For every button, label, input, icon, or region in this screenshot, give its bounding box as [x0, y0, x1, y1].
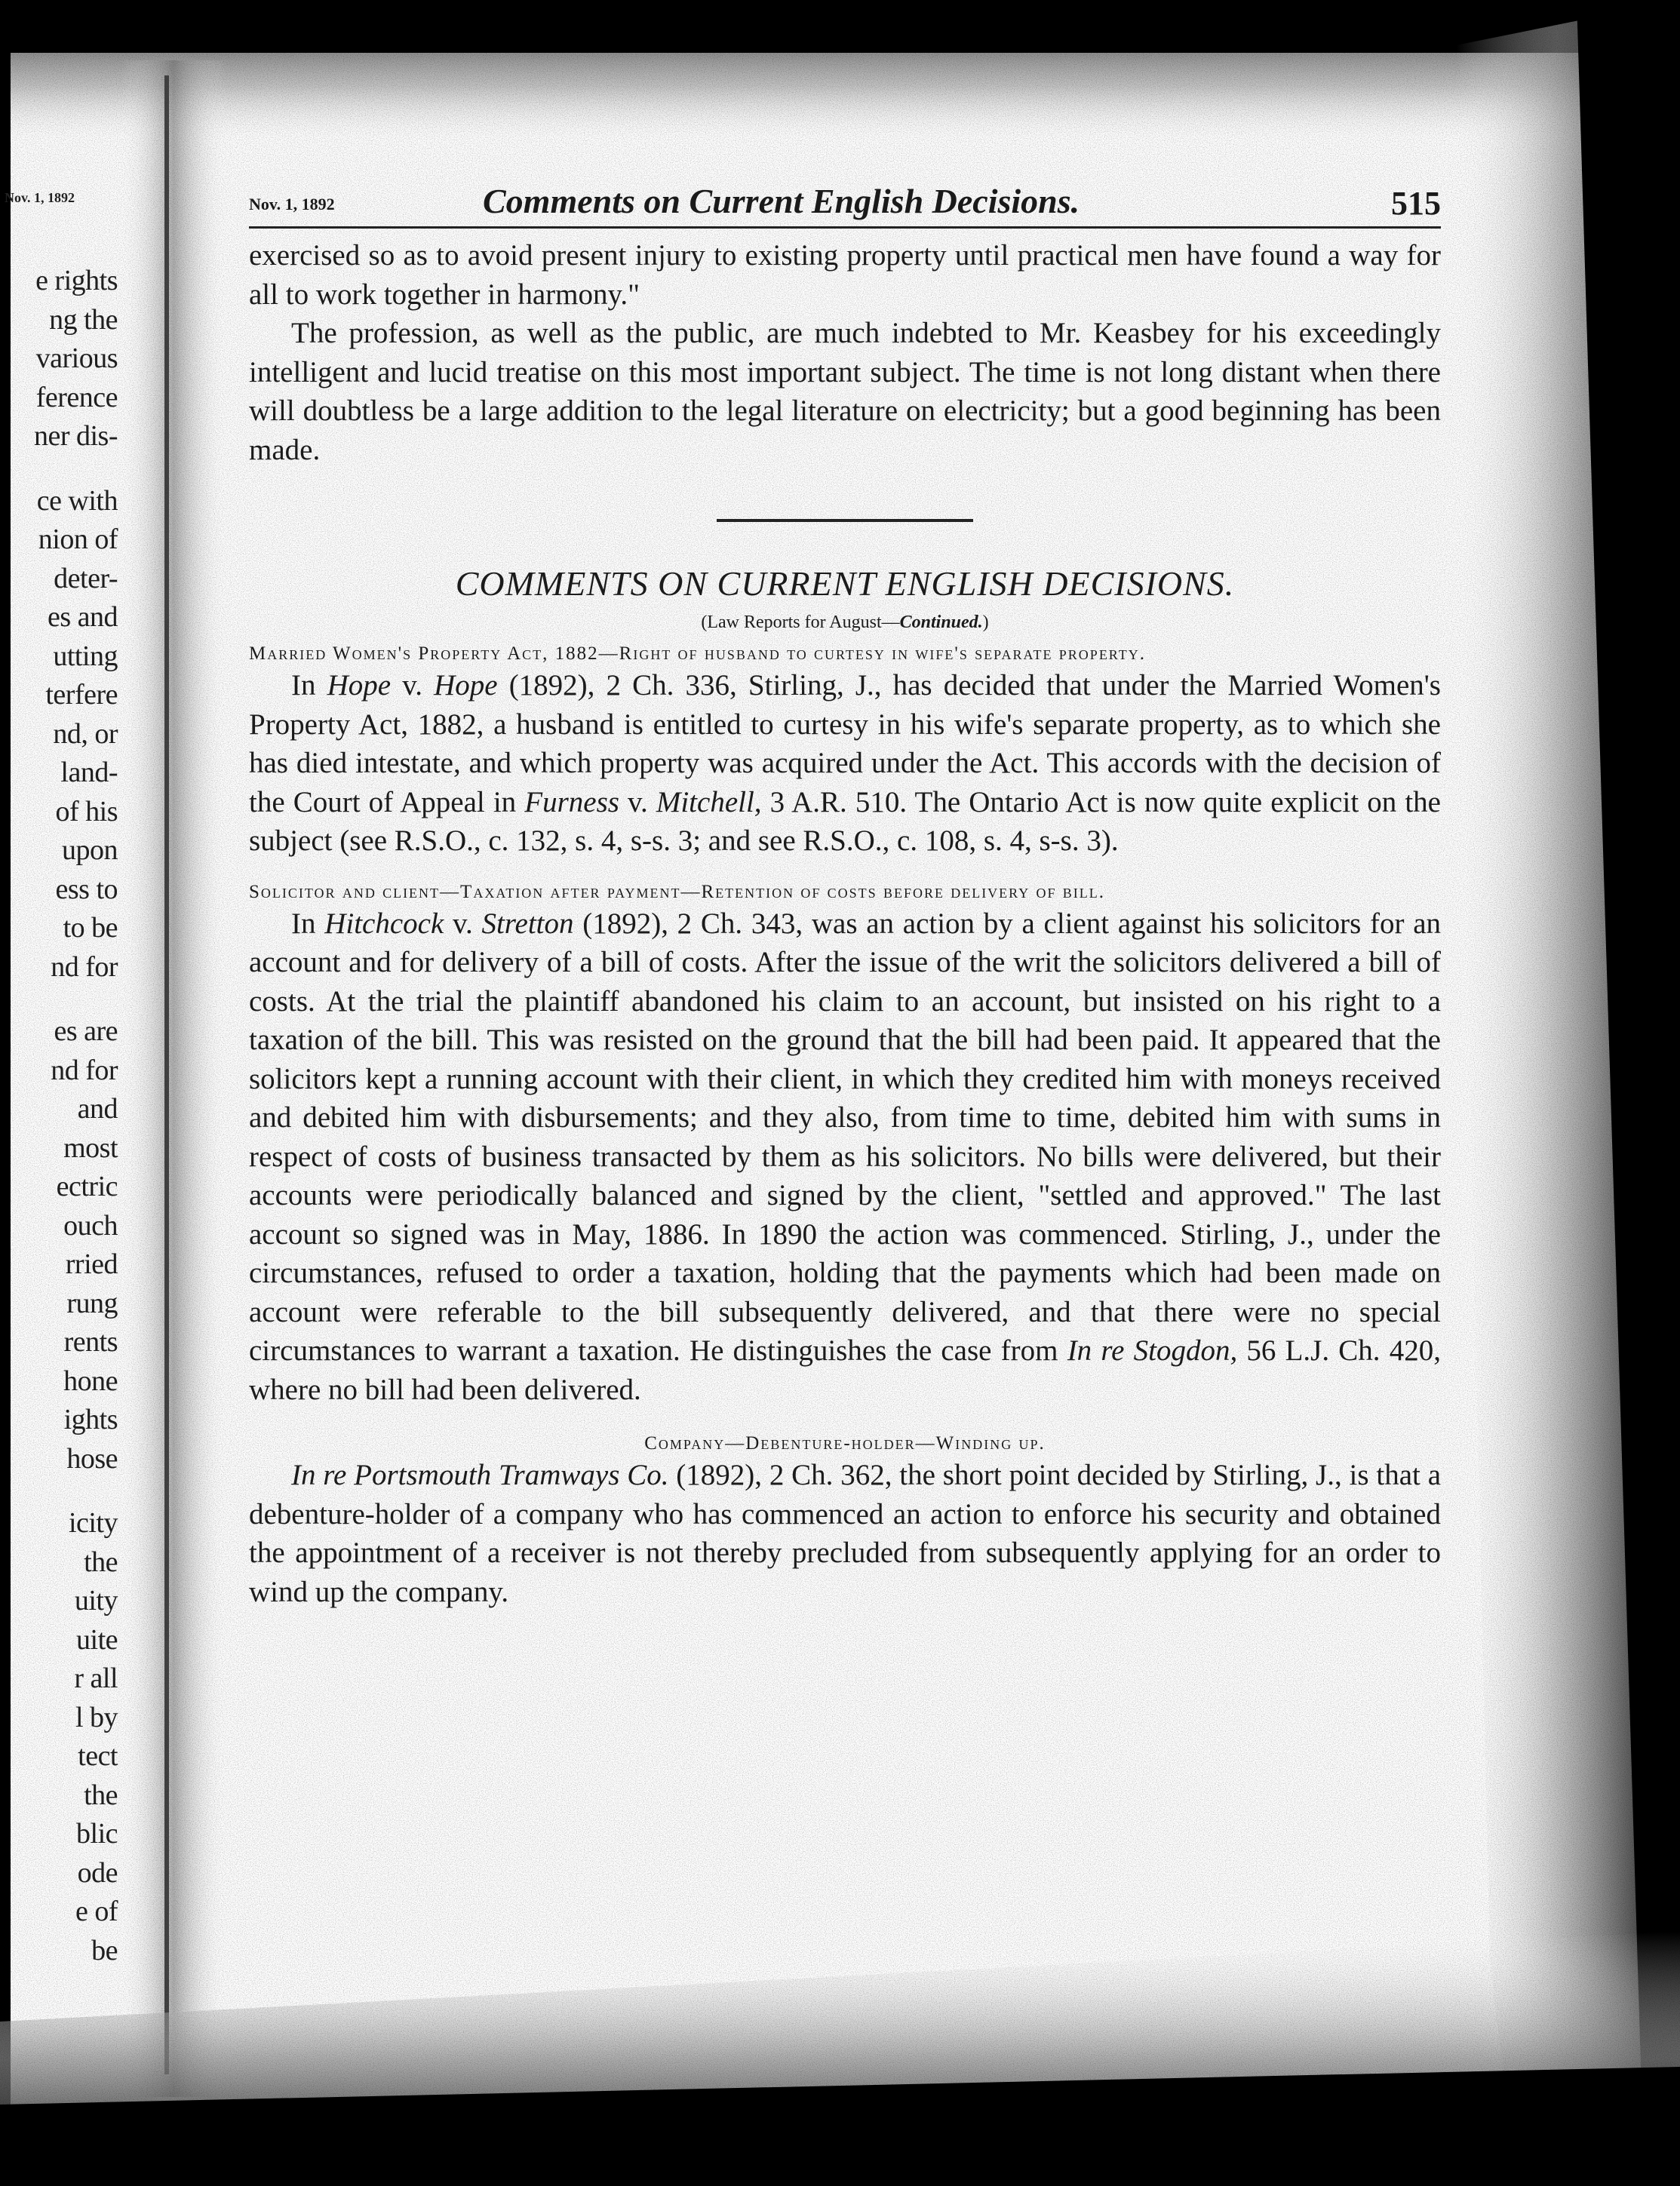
facing-page-fragment: e of	[75, 1896, 118, 1927]
facing-page-fragment: nion of	[38, 523, 118, 555]
facing-page-fragment: of his	[55, 795, 118, 827]
case-paragraph: In Hope v. Hope (1892), 2 Ch. 336, Stirling, J., has decided that under the Married Women's Property Act, 1882, a husband is entitled to curtesy in his wife's separate property, as to which she has died intestate, and which property was acquired under the Act. This accords with the decision of the Court of Appeal in Furness v. Mitchell, 3 A.R. 510. The Ontario Act is now quite explicit on the subject (see R.S.O., c. 132, s. 4, s-s. 3; and see R.S.O., c. 108, s. 4, s-s. 3).	[249, 669, 1441, 857]
header-date: Nov. 1, 1892	[249, 195, 335, 213]
facing-page-fragment: es are	[54, 1015, 118, 1047]
facing-page-fragment: to be	[63, 912, 118, 944]
facing-page-fragment: nd, or	[53, 717, 118, 750]
facing-page-fragment: r all	[74, 1663, 118, 1694]
facing-page-fragment: deter-	[54, 562, 118, 594]
facing-page-fragment: nd for	[51, 950, 118, 983]
page	[249, 173, 1441, 1611]
facing-page-fragment: ectric	[56, 1171, 118, 1202]
facing-page-strip	[0, 181, 128, 1966]
facing-page-fragment: utting	[53, 640, 118, 672]
section-subtitle: (Law Reports for August—Continued.)	[701, 612, 989, 632]
intro-paragraph-2: The profession, as well as the public, are much indebted to Mr. Keasbey for his exceedingly intelligent and lucid treatise on this most important subject. The time is not long distant when there will doubtless be a large addition to the legal literature on electricity; but a good beginning has been made.	[249, 317, 1441, 466]
intro-paragraph-1: exercised so as to avoid present injury to existing property until practical men have found a way for all to work together in harmony."	[249, 239, 1441, 311]
facing-page-fragment: rried	[65, 1248, 118, 1280]
running-title: Comments on Current English Decisions.	[483, 182, 1080, 220]
facing-page-fragment: land-	[60, 757, 118, 788]
facing-page-fragment: various	[35, 342, 118, 374]
case-heading: Company—Debenture-holder—Winding up.	[644, 1433, 1046, 1454]
facing-page-fragment: uity	[74, 1585, 118, 1616]
facing-page-fragment: the	[84, 1779, 118, 1811]
facing-page-fragment: ner dis-	[33, 420, 118, 452]
case-heading: Solicitor and client—Taxation after payment—Retention of costs before delivery of bill.	[249, 881, 1105, 902]
facing-page-fragment: ouch	[63, 1209, 118, 1242]
page-header	[249, 173, 1441, 229]
case-paragraph: In Hitchcock v. Stretton (1892), 2 Ch. 343, was an action by a client against his solicitors for an account and for delivery of a bill of costs. After the issue of the writ the solicitors delivered a bill of costs. At the trial the plaintiff abandoned his claim to an account, but insisted on his right to a taxation of the bill. This was resisted on the ground that the bill had been paid. It appeared that the solicitors kept a running account with their client, in which they credited him with moneys received and debited him with disbursements; and they also, from time to time, debited him with sums in respect of costs of business transacted by them as his solicitors. No bills were delivered, but their accounts were periodically balanced and signed by the client, "settled and approved." The last account so signed was in May, 1886. In 1890 the action was commenced. Stirling, J., under the circumstances, refused to order a taxation, holding that the payments which had been made on account were referable to the bill subsequently delivered, and that there were no special circumstances to warrant a taxation. He distinguishes the case from In re Stogdon, 56 L.J. Ch. 420, where no bill had been delivered.	[249, 907, 1442, 1406]
facing-page-fragment: rents	[63, 1326, 118, 1358]
facing-page-fragment: ights	[63, 1404, 118, 1435]
facing-page-fragment: be	[91, 1934, 118, 1966]
section-divider	[717, 519, 973, 522]
facing-page-fragment: and	[77, 1093, 118, 1125]
facing-page-fragment: the	[84, 1546, 118, 1578]
facing-page-fragment: rung	[66, 1287, 118, 1319]
facing-page-fragment: e rights	[35, 265, 118, 296]
facing-page-fragment: l by	[75, 1701, 118, 1733]
facing-page-fragment: terfere	[45, 679, 118, 711]
facing-page-header: Nov. 1, 1892	[5, 190, 75, 205]
facing-page-fragment: ode	[77, 1856, 118, 1889]
facing-page-fragment: hone	[63, 1365, 118, 1397]
facing-page-fragment: hose	[66, 1442, 118, 1475]
page-body	[249, 236, 1441, 1611]
facing-page-fragment: uite	[76, 1623, 118, 1656]
facing-page-fragment: blic	[76, 1818, 118, 1850]
facing-page-fragment: es and	[47, 601, 118, 633]
facing-page-fragment: tect	[78, 1740, 118, 1772]
facing-page-fragment: ess to	[55, 873, 118, 905]
section-title: COMMENTS ON CURRENT ENGLISH DECISIONS.	[455, 564, 1235, 603]
facing-page-fragment: nd for	[51, 1054, 118, 1086]
facing-page-fragment: most	[63, 1131, 118, 1164]
page-number: 515	[1391, 185, 1441, 222]
facing-page-fragment: ng the	[49, 303, 118, 336]
facing-page-fragment: icity	[68, 1507, 118, 1539]
facing-page-fragment: ference	[35, 381, 118, 413]
facing-page-fragment: upon	[62, 834, 118, 866]
case-paragraph: In re Portsmouth Tramways Co. (1892), 2 Ch. 362, the short point decided by Stirling, J., is that a debenture-holder of a company who has commenced an action to enforce his security and obtained the appointment of a receiver is not thereby precluded from subsequently applying for an order to wind up the company.	[249, 1459, 1441, 1608]
facing-page-fragment: ce with	[36, 484, 118, 517]
case-heading: Married Women's Property Act, 1882—Right of husband to curtesy in wife's separate property.	[249, 643, 1146, 664]
